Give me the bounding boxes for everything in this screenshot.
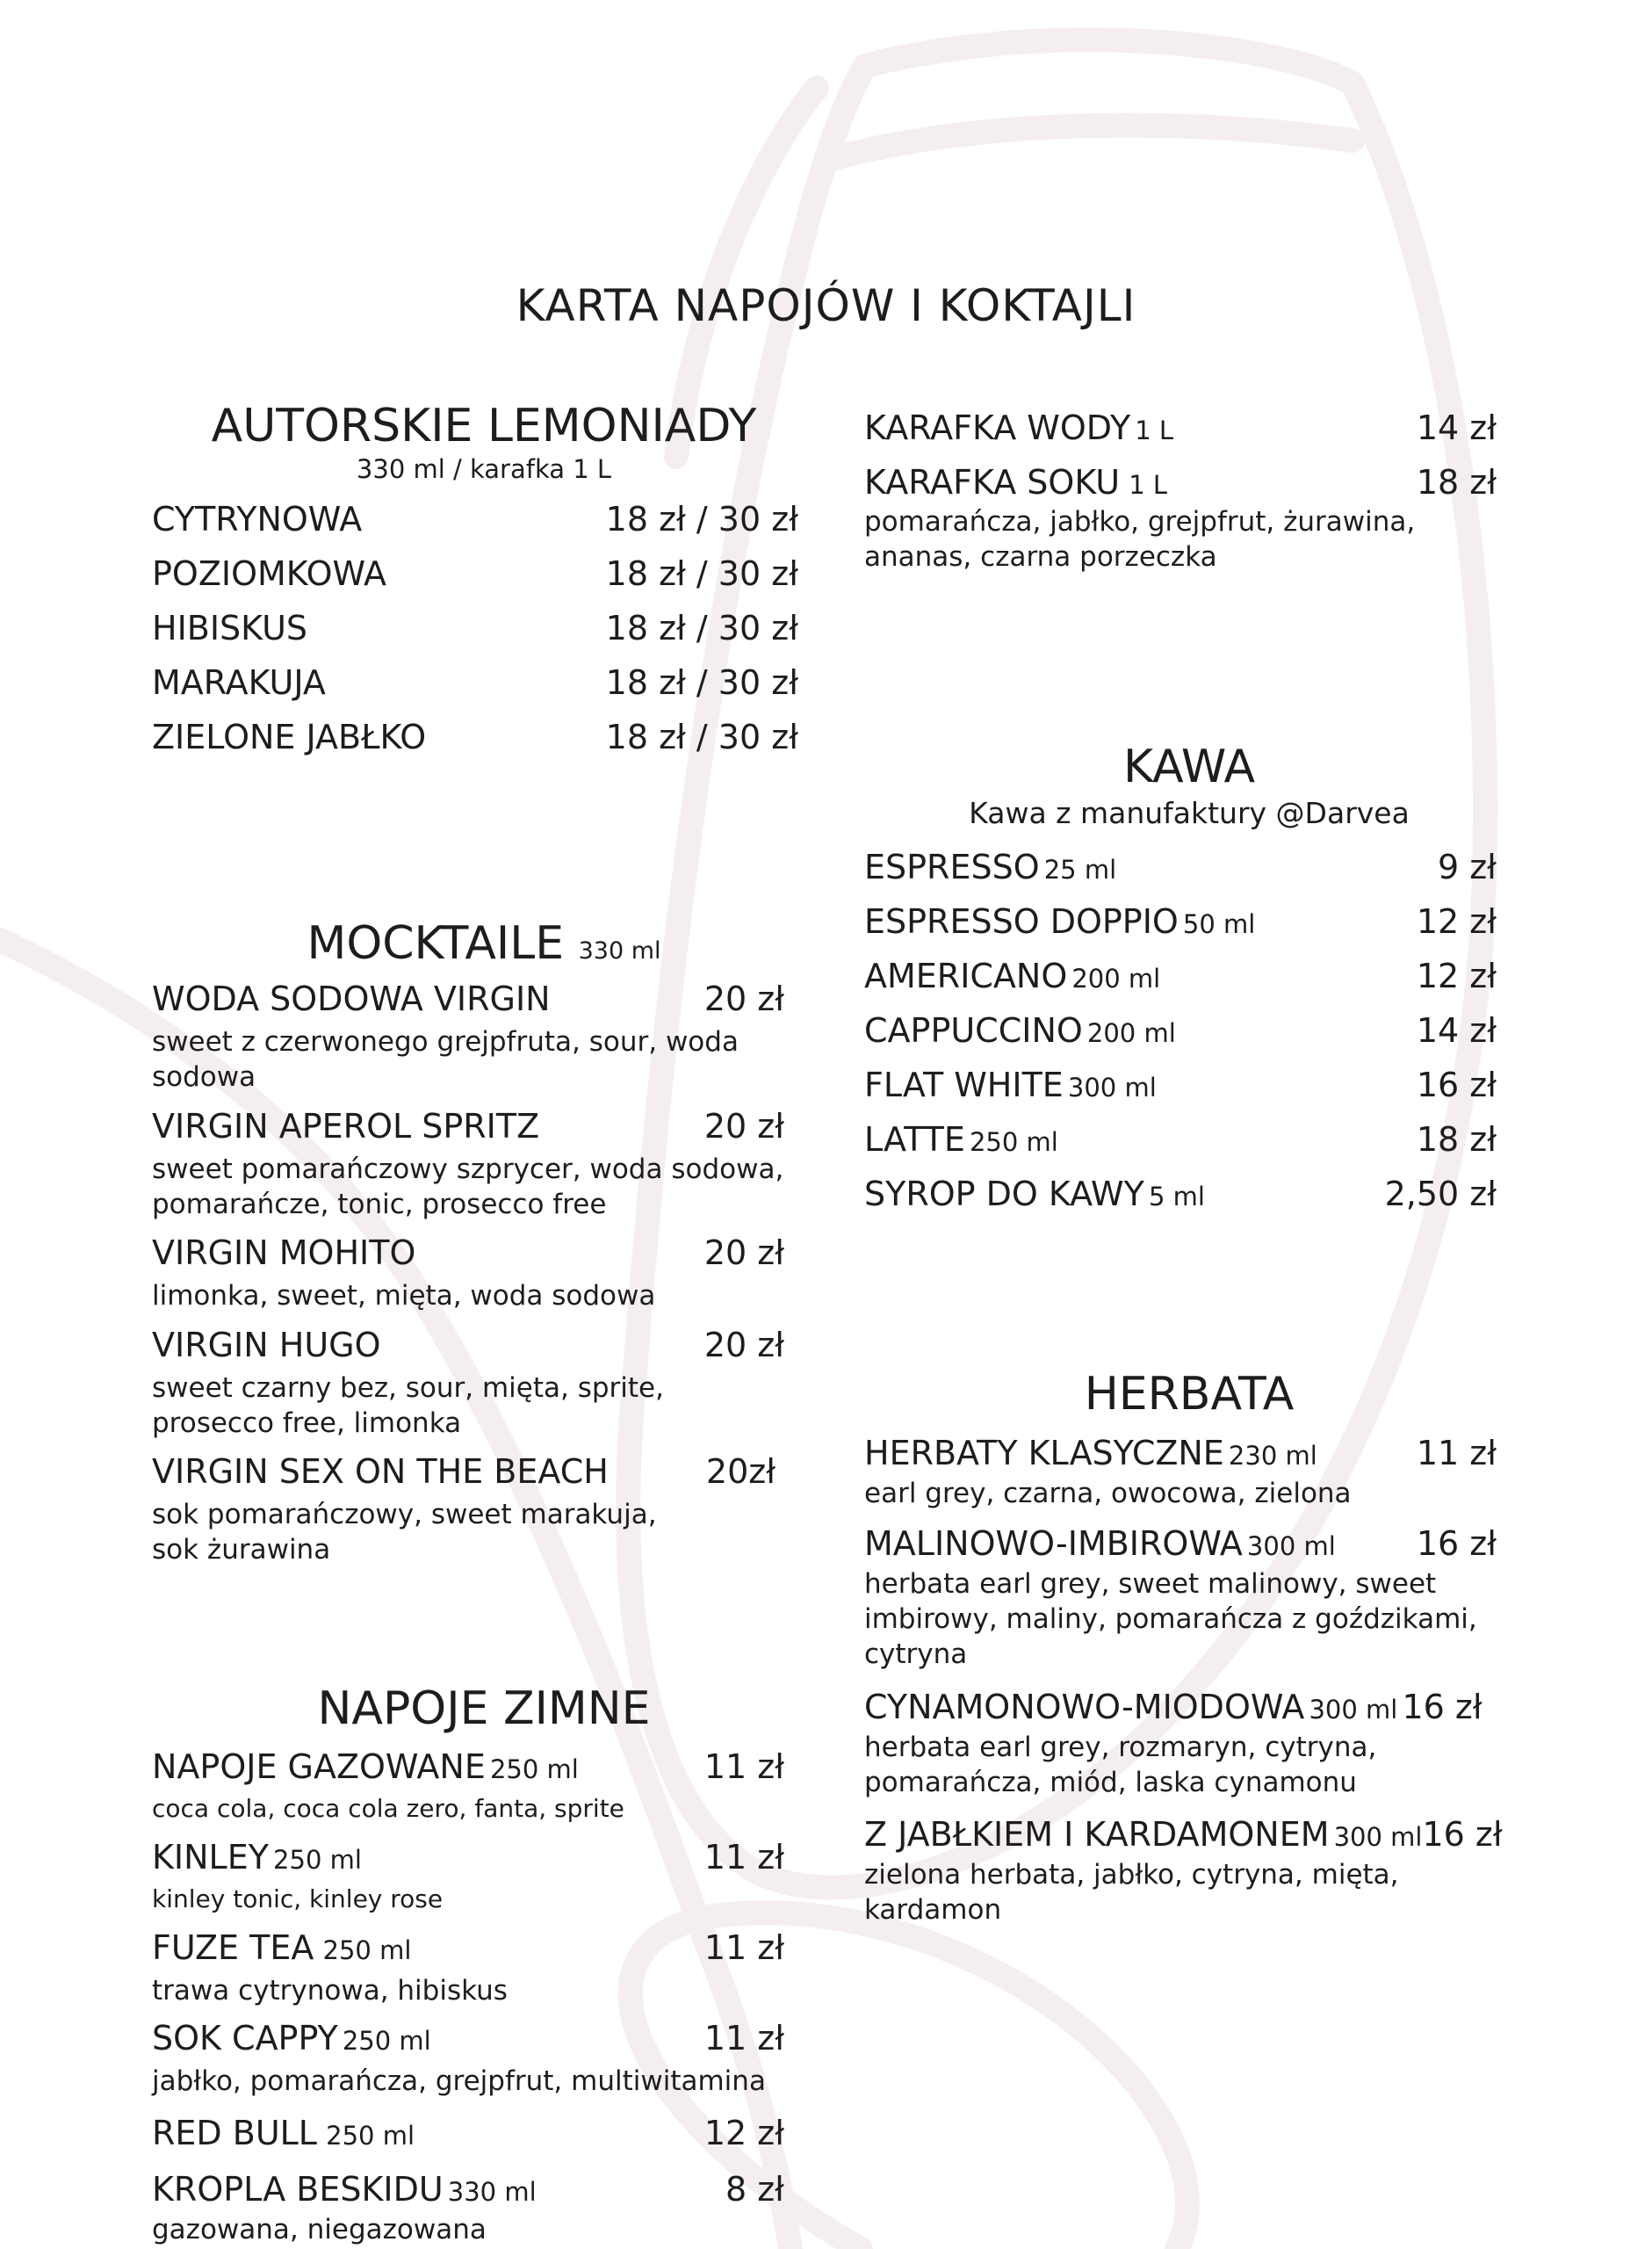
menu-row bbox=[152, 717, 798, 757]
item-price: 14 zł bbox=[1416, 409, 1497, 447]
item-unit: 250 ml bbox=[489, 1754, 579, 1784]
item-price: 14 zł bbox=[1416, 1011, 1497, 1050]
item-description: limonka, sweet, mięta, woda sodowa bbox=[152, 1280, 656, 1312]
item-unit: 300 ml bbox=[1309, 1695, 1398, 1725]
item-unit: 200 ml bbox=[1071, 964, 1161, 994]
menu-row bbox=[152, 2113, 784, 2153]
menu-row bbox=[864, 956, 1497, 996]
item-price: 11 zł bbox=[703, 2019, 784, 2057]
menu-row bbox=[864, 847, 1497, 887]
item-price: 8 zł bbox=[725, 2170, 784, 2209]
item-price: 16 zł bbox=[1416, 1066, 1497, 1104]
item-name: SYROP DO KAWY bbox=[864, 1175, 1144, 1213]
item-description: herbata earl grey, rozmaryn, cytryna, pomarańcza, miód, laska cynamonu bbox=[864, 1732, 1377, 1798]
item-price: 16 zł bbox=[1422, 1815, 1503, 1854]
item-name: ESPRESSO DOPPIO bbox=[864, 902, 1179, 941]
item-description: earl grey, czarna, owocowa, zielona bbox=[864, 1478, 1352, 1509]
item-price: 20 zł bbox=[703, 1233, 784, 1272]
menu-row bbox=[152, 2018, 784, 2058]
item-unit: 250 ml bbox=[342, 2026, 431, 2056]
item-unit: 250 ml bbox=[322, 1935, 412, 1965]
item-name: RED BULL bbox=[152, 2114, 317, 2152]
item-price: 20 zł bbox=[703, 1326, 784, 1364]
menu-row bbox=[864, 1119, 1497, 1160]
glass-rim-arc bbox=[834, 126, 1353, 158]
item-unit: 300 ml bbox=[1246, 1531, 1336, 1561]
item-name: LATTE bbox=[864, 1120, 965, 1159]
item-name: WODA SODOWA VIRGIN bbox=[152, 980, 551, 1018]
item-price: 12 zł bbox=[703, 2114, 784, 2152]
item-name: MALINOWO-IMBIROWA bbox=[864, 1524, 1243, 1563]
item-name: VIRGIN HUGO bbox=[152, 1326, 381, 1364]
item-price: 18 zł / 30 zł bbox=[605, 718, 798, 756]
menu-row bbox=[864, 1010, 1497, 1051]
item-price: 18 zł / 30 zł bbox=[605, 554, 798, 593]
item-price: 11 zł bbox=[703, 1747, 784, 1786]
item-name: CAPPUCCINO bbox=[864, 1011, 1083, 1050]
item-price: 12 zł bbox=[1416, 957, 1497, 995]
item-unit: 300 ml bbox=[1333, 1822, 1423, 1852]
item-name: FUZE TEA bbox=[152, 1928, 314, 1967]
item-unit: 300 ml bbox=[1067, 1073, 1157, 1103]
item-price: 18 zł bbox=[1416, 1120, 1497, 1159]
menu-row bbox=[152, 1451, 776, 1492]
item-unit: 250 ml bbox=[969, 1127, 1058, 1157]
menu-row bbox=[864, 408, 1497, 448]
menu-row bbox=[152, 499, 798, 539]
item-unit: 330 ml bbox=[447, 2177, 537, 2207]
section-unit: 330 ml bbox=[578, 937, 661, 965]
item-description: pomarańcza, jabłko, grejpfrut, żurawina, ananas, czarna porzeczka bbox=[864, 506, 1416, 573]
menu-row bbox=[152, 1106, 784, 1146]
item-unit: 230 ml bbox=[1228, 1441, 1317, 1471]
item-price: 20 zł bbox=[703, 980, 784, 1018]
menu-row bbox=[152, 662, 798, 703]
menu-row bbox=[864, 1065, 1497, 1105]
item-name: FLAT WHITE bbox=[864, 1066, 1064, 1104]
menu-row bbox=[152, 608, 798, 648]
item-price: 20zł bbox=[705, 1452, 776, 1491]
item-description: sweet czarny bez, sour, mięta, sprite, prosecco free, limonka bbox=[152, 1372, 664, 1439]
item-price: 2,50 zł bbox=[1384, 1175, 1497, 1213]
item-name: MARAKUJA bbox=[152, 663, 326, 702]
menu-row bbox=[152, 979, 784, 1019]
item-price: 18 zł / 30 zł bbox=[605, 500, 798, 539]
item-unit: 5 ml bbox=[1148, 1182, 1205, 1211]
item-name: KINLEY bbox=[152, 1838, 269, 1877]
menu-row bbox=[152, 553, 798, 594]
item-name: NAPOJE GAZOWANE bbox=[152, 1747, 486, 1786]
menu-row bbox=[864, 1687, 1482, 1727]
item-name: VIRGIN APEROL SPRITZ bbox=[152, 1107, 540, 1146]
item-name: VIRGIN SEX ON THE BEACH bbox=[152, 1452, 609, 1491]
menu-row bbox=[152, 1746, 784, 1787]
mocktaile-title bbox=[152, 917, 816, 978]
item-unit: 25 ml bbox=[1043, 855, 1117, 885]
item-name: VIRGIN MOHITO bbox=[152, 1233, 416, 1272]
item-name: ZIELONE JABŁKO bbox=[152, 718, 427, 756]
item-description: jabłko, pomarańcza, grejpfrut, multiwitamina bbox=[152, 2065, 766, 2097]
item-name: HERBATY KLASYCZNE bbox=[864, 1434, 1224, 1472]
item-name: HIBISKUS bbox=[152, 609, 308, 647]
item-name: KARAFKA SOKU bbox=[864, 463, 1121, 502]
item-price: 11 zł bbox=[703, 1838, 784, 1877]
napoje-zimne-title: NAPOJE ZIMNE bbox=[317, 1682, 651, 1735]
page-title: KARTA NAPOJÓW I KOKTAJLI bbox=[516, 280, 1136, 331]
item-price: 20 zł bbox=[703, 1107, 784, 1146]
kawa-subtitle: Kawa z manufaktury @Darvea bbox=[969, 796, 1410, 830]
item-description: coca cola, coca cola zero, fanta, sprite bbox=[152, 1794, 624, 1823]
menu-row bbox=[152, 2169, 784, 2209]
menu-row bbox=[152, 1233, 784, 1273]
item-price: 11 zł bbox=[1416, 1434, 1497, 1472]
item-price: 16 zł bbox=[1402, 1688, 1482, 1726]
lemoniady-title: AUTORSKIE LEMONIADY bbox=[211, 400, 757, 452]
section-name: MOCKTAILE bbox=[307, 917, 565, 970]
item-unit: 1 L bbox=[1129, 470, 1168, 500]
item-description: sweet z czerwonego grejpfruta, sour, woda sodowa bbox=[152, 1026, 739, 1093]
menu-row bbox=[864, 1174, 1497, 1214]
menu-row bbox=[864, 462, 1497, 503]
item-price: 12 zł bbox=[1416, 902, 1497, 941]
item-unit: 200 ml bbox=[1086, 1018, 1176, 1048]
item-description: trawa cytrynowa, hibiskus bbox=[152, 1975, 508, 2007]
item-price: 18 zł / 30 zł bbox=[605, 609, 798, 647]
item-description: sok pomarańczowy, sweet marakuja, sok żurawina bbox=[152, 1499, 657, 1566]
herbata-title: HERBATA bbox=[1084, 1368, 1295, 1421]
lemoniady-subtitle: 330 ml / karafka 1 L bbox=[356, 454, 612, 484]
item-description: gazowana, niegazowana bbox=[152, 2214, 487, 2245]
menu-row bbox=[152, 1325, 784, 1365]
kawa-title: KAWA bbox=[1122, 741, 1256, 793]
item-name: KARAFKA WODY bbox=[864, 409, 1131, 447]
item-name: AMERICANO bbox=[864, 957, 1068, 995]
item-unit: 1 L bbox=[1135, 416, 1174, 445]
item-unit: 250 ml bbox=[326, 2121, 415, 2151]
item-description: kinley tonic, kinley rose bbox=[152, 1884, 444, 1913]
item-price: 18 zł / 30 zł bbox=[605, 663, 798, 702]
menu-row bbox=[864, 901, 1497, 942]
item-name: CYTRYNOWA bbox=[152, 500, 363, 539]
item-name: CYNAMONOWO-MIODOWA bbox=[864, 1688, 1305, 1726]
menu-row bbox=[152, 1837, 784, 1877]
item-description: herbata earl grey, sweet malinowy, sweet imbirowy, maliny, pomarańcza z goździkami, cytryna bbox=[864, 1568, 1477, 1670]
menu-row bbox=[864, 1523, 1497, 1564]
item-price: 11 zł bbox=[703, 1928, 784, 1967]
item-name: Z JABŁKIEM I KARDAMONEM bbox=[864, 1815, 1330, 1854]
item-description: sweet pomarańczowy szprycer, woda sodowa, pomarańcze, tonic, prosecco free bbox=[152, 1153, 784, 1220]
item-price: 16 zł bbox=[1416, 1524, 1497, 1563]
item-description: zielona herbata, jabłko, cytryna, mięta, kardamon bbox=[864, 1859, 1399, 1926]
item-price: 9 zł bbox=[1437, 848, 1497, 886]
item-name: KROPLA BESKIDU bbox=[152, 2170, 444, 2209]
item-unit: 50 ml bbox=[1182, 909, 1256, 939]
menu-row bbox=[864, 1814, 1503, 1855]
item-name: ESPRESSO bbox=[864, 848, 1040, 886]
menu-row bbox=[864, 1433, 1497, 1473]
item-name: POZIOMKOWA bbox=[152, 554, 387, 593]
menu-row bbox=[152, 1927, 784, 1968]
item-name: SOK CAPPY bbox=[152, 2019, 338, 2057]
item-price: 18 zł bbox=[1416, 463, 1497, 502]
item-unit: 250 ml bbox=[273, 1845, 362, 1875]
